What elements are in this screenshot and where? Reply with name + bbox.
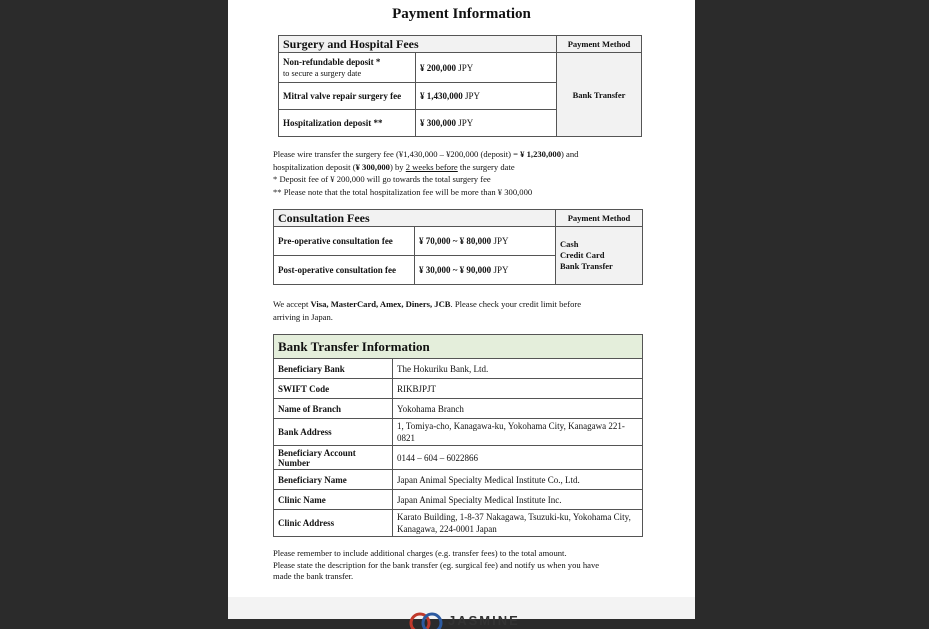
consultation-table-header: Consultation Fees: [274, 210, 556, 227]
note-deadline: 2 weeks before: [405, 161, 458, 172]
fee-unit: JPY: [458, 62, 474, 73]
note-amount: ¥ 1,230,000: [520, 149, 561, 159]
note-text: ) and: [561, 149, 579, 159]
note-text: . Please check your credit limit before: [450, 299, 582, 309]
consultation-fees-table: [273, 209, 643, 285]
fee-unit: JPY: [493, 236, 509, 246]
table-row: [274, 510, 643, 537]
fee-label: Post-operative consultation fee: [274, 256, 415, 285]
fee-unit: JPY: [465, 91, 481, 101]
table-row: [274, 359, 643, 379]
page-title: Payment Information: [392, 6, 531, 22]
bank-transfer-table: [273, 334, 643, 537]
bank-label: Beneficiary Account Number: [274, 446, 393, 470]
fee-label: Hospitalization deposit **: [279, 110, 416, 137]
fee-amount: ¥ 30,000 ~ ¥ 90,000: [419, 265, 492, 275]
note-text: Please wire transfer the surgery fee (¥1,430,000 – ¥200,000 (deposit) =: [273, 149, 521, 159]
note-text: Please state the description for the bank transfer (eg. surgical fee) and notify us when you have: [273, 559, 600, 570]
table-row: [274, 227, 643, 256]
note-text: made the bank transfer.: [273, 571, 354, 581]
table-row: [274, 470, 643, 490]
note-text: We accept: [273, 299, 311, 309]
bank-value: Japan Animal Specialty Medical Institute Inc.: [393, 490, 643, 510]
bank-transfer-footer-note: [273, 548, 663, 583]
payment-method-header: Payment Method: [557, 36, 642, 53]
bank-label: SWIFT Code: [274, 379, 393, 399]
bank-value: 0144 – 604 – 6022866: [393, 446, 643, 470]
fee-label: Non-refundable deposit *: [283, 56, 381, 67]
bank-label: Clinic Name: [274, 490, 393, 510]
table-row: [274, 446, 643, 470]
table-row: [274, 379, 643, 399]
fee-amount: ¥ 1,430,000: [420, 91, 463, 101]
bank-value: Yokohama Branch: [393, 399, 643, 419]
table-row: [274, 490, 643, 510]
bank-value: Karato Building, 1-8-37 Nakagawa, Tsuzuki-ku, Yokohama City, Kanagawa, 224-0001 Japan: [393, 510, 643, 537]
bank-label: Bank Address: [274, 419, 393, 446]
note-text: hospitalization deposit (: [273, 161, 356, 172]
logo-mark-icon: [408, 611, 444, 629]
credit-card-note: [273, 298, 653, 323]
payment-method-header: Payment Method: [556, 210, 643, 227]
wire-transfer-note: [273, 148, 663, 198]
table-row: [274, 399, 643, 419]
payment-method-credit-card: Credit Card: [560, 250, 605, 260]
payment-method-value: Bank Transfer: [557, 53, 642, 137]
note-amount: ¥ 300,000: [355, 161, 390, 172]
fee-amount: ¥ 200,000: [420, 62, 456, 73]
bank-label: Beneficiary Bank: [274, 359, 393, 379]
bank-label: Name of Branch: [274, 399, 393, 419]
bank-value: The Hokuriku Bank, Ltd.: [393, 359, 643, 379]
surgery-fees-table: [278, 35, 642, 137]
logo-text: JASMINE: [448, 613, 520, 628]
note-text: Please remember to include additional charges (e.g. transfer fees) to the total amount.: [273, 548, 567, 558]
bank-label: Clinic Address: [274, 510, 393, 537]
fee-amount: ¥ 70,000 ~ ¥ 80,000: [419, 236, 492, 246]
note-text: ) by: [389, 161, 406, 172]
table-row: [274, 419, 643, 446]
hospitalization-footnote: ** Please note that the total hospitalization fee will be more than ¥ 300,000: [273, 186, 533, 197]
fee-label: Mitral valve repair surgery fee: [279, 83, 416, 110]
deposit-footnote: * Deposit fee of ¥ 200,000 will go towards the total surgery fee: [273, 174, 491, 184]
fee-amount: ¥ 300,000: [420, 118, 456, 128]
fee-label: Pre-operative consultation fee: [274, 227, 415, 256]
document-page: [228, 0, 695, 628]
fee-sublabel: to secure a surgery date: [283, 68, 362, 78]
fee-unit: JPY: [493, 265, 509, 275]
payment-method-cash: Cash: [560, 239, 579, 249]
payment-method-bank-transfer: Bank Transfer: [560, 261, 613, 271]
table-row: [279, 53, 642, 83]
fee-unit: JPY: [458, 118, 474, 128]
bank-value: RIKBJPJT: [393, 379, 643, 399]
note-text: the surgery date: [457, 161, 515, 172]
bank-label: Beneficiary Name: [274, 470, 393, 490]
bank-value: 1, Tomiya-cho, Kanagawa-ku, Yokohama City, Kanagawa 221-0821: [393, 419, 643, 446]
accepted-cards: Visa, MasterCard, Amex, Diners, JCB: [310, 299, 451, 309]
note-text: arriving in Japan.: [273, 311, 333, 322]
bank-value: Japan Animal Specialty Medical Institute Co., Ltd.: [393, 470, 643, 490]
surgery-table-header: Surgery and Hospital Fees: [279, 36, 557, 53]
clinic-logo: [408, 611, 528, 628]
bank-table-header: Bank Transfer Information: [274, 335, 643, 359]
